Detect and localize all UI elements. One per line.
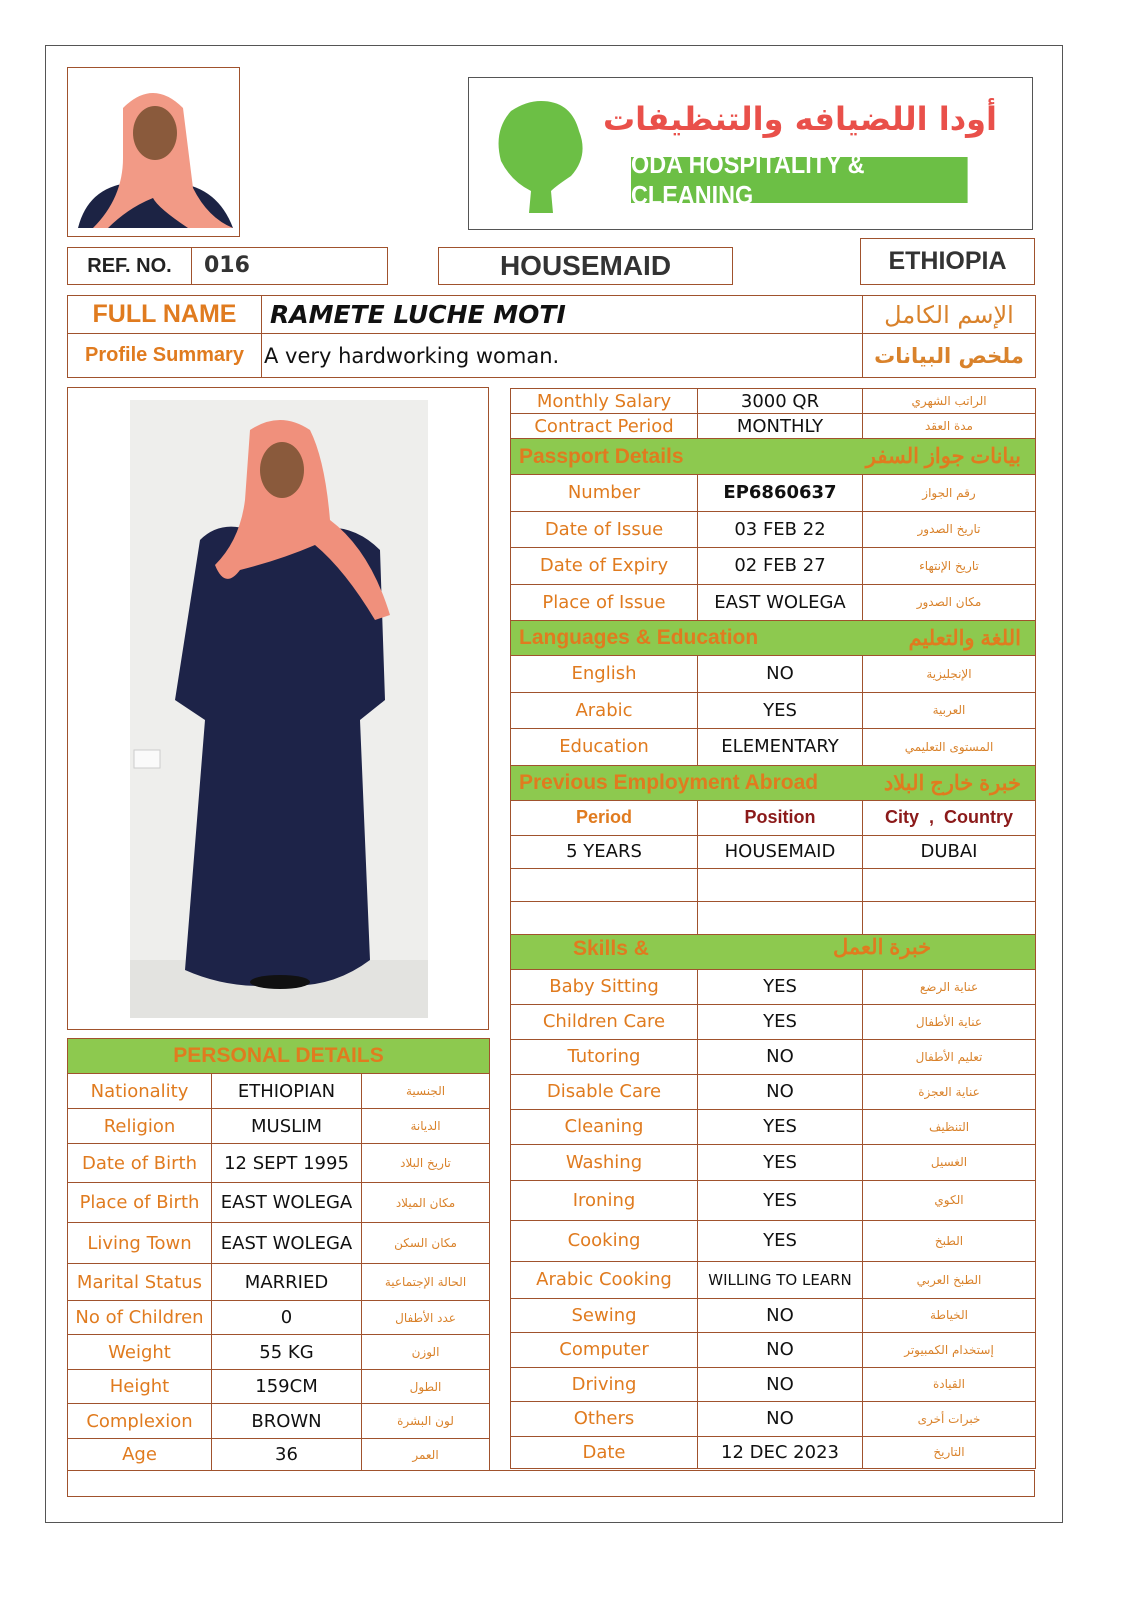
contract-row-label: Monthly Salary [511,389,698,414]
personal-row [68,1183,490,1223]
personal-row-label: Religion [68,1109,212,1144]
full-name-label: FULL NAME [68,296,262,334]
skill-row-arabic: الغسيل [863,1144,1036,1180]
personal-row-label: Weight [68,1335,212,1370]
skill-row-label: Driving [511,1367,698,1401]
personal-details-table [67,1038,490,1471]
headshot-photo [67,67,240,237]
logo-arabic: أودا اللضيافه والتنظيفات [603,100,997,138]
logo-english: ODA HOSPITALITY & CLEANING [631,157,968,203]
employment-cell [863,868,1036,901]
skill-row-label: Disable Care [511,1074,698,1109]
passport-row [511,548,1036,585]
employment-cell [511,901,698,934]
personal-row-value: EAST WOLEGA [212,1183,362,1223]
personal-row-value: 159CM [212,1370,362,1404]
language-row-value: NO [698,656,863,693]
passport-row [511,584,1036,621]
skill-row [511,1074,1036,1109]
language-row-value: ELEMENTARY [698,729,863,766]
passport-title-arabic: بيانات جواز السفر [865,445,1021,468]
language-row [511,656,1036,693]
skill-row-label: Computer [511,1332,698,1367]
personal-row-arabic: العمر [362,1439,490,1471]
full-body-photo [130,400,428,1018]
contract-row-value: 3000 QR [698,389,863,414]
languages-header [511,621,1036,656]
skill-row-arabic: إستخدام الكمبيوتر [863,1332,1036,1367]
passport-row-value: 02 FEB 27 [698,548,863,585]
skill-row-label: Date [511,1436,698,1468]
ref-label: REF. NO. [68,248,192,284]
contract-row-arabic: مدة العقد [863,414,1036,439]
skill-row-value: NO [698,1367,863,1401]
passport-row-arabic: مكان الصدور [863,584,1036,621]
personal-row-value: MUSLIM [212,1109,362,1144]
skill-row-value: YES [698,969,863,1004]
personal-row-value: 55 KG [212,1335,362,1370]
personal-row-value: BROWN [212,1404,362,1439]
employment-cell: HOUSEMAID [698,835,863,868]
contract-row-value: MONTHLY [698,414,863,439]
skill-row-value: NO [698,1401,863,1436]
personal-row [68,1370,490,1404]
personal-row-label: Nationality [68,1074,212,1109]
profile-summary-value: A very hardworking woman. [262,334,863,378]
city-country-header: City , Country [863,800,1036,835]
personal-row [68,1223,490,1264]
skill-row-value: YES [698,1004,863,1039]
personal-row [68,1335,490,1370]
ref-box [67,247,388,285]
personal-row-arabic: الوزن [362,1335,490,1370]
skill-row-arabic: القيادة [863,1367,1036,1401]
passport-row-value: EAST WOLEGA [698,584,863,621]
personal-row-arabic: تاريخ البلاد [362,1144,490,1183]
language-row [511,692,1036,729]
skill-row-value: YES [698,1109,863,1144]
personal-row-label: Date of Birth [68,1144,212,1183]
personal-row-arabic: مكان السكن [362,1223,490,1264]
personal-row-label: No of Children [68,1301,212,1335]
skill-row-value: NO [698,1074,863,1109]
personal-row-label: Age [68,1439,212,1471]
language-row-label: Arabic [511,692,698,729]
skill-row [511,1180,1036,1220]
skill-row-label: Cooking [511,1220,698,1261]
employment-cell: DUBAI [863,835,1036,868]
skill-row [511,1298,1036,1332]
employment-row [511,901,1036,934]
contract-row [511,389,1036,414]
contract-row-label: Contract Period [511,414,698,439]
passport-row-value: EP6860637 [698,475,863,512]
skill-row [511,1039,1036,1074]
position-header: Position [698,800,863,835]
personal-row-value: EAST WOLEGA [212,1223,362,1264]
skill-row-label: Ironing [511,1180,698,1220]
passport-header [511,439,1036,475]
passport-row [511,475,1036,512]
languages-title-arabic: اللغة والتعليم [908,627,1021,650]
personal-row-value: MARRIED [212,1264,362,1301]
language-row-arabic: العربية [863,692,1036,729]
skill-row [511,1436,1036,1468]
tree-icon [491,96,591,216]
country-title: ETHIOPIA [860,238,1035,285]
personal-row-label: Marital Status [68,1264,212,1301]
employment-cell [698,901,863,934]
skill-row-label: Cleaning [511,1109,698,1144]
passport-row-arabic: تاريخ الإنتهاء [863,548,1036,585]
language-row-arabic: المستوى التعليمي [863,729,1036,766]
skill-row-arabic: خبرات أخرى [863,1401,1036,1436]
personal-row-label: Living Town [68,1223,212,1264]
skill-row-label: Others [511,1401,698,1436]
skill-row [511,1261,1036,1298]
languages-title: Languages & Education [519,626,759,649]
skill-row [511,1332,1036,1367]
personal-row-value: ETHIOPIAN [212,1074,362,1109]
skill-row-label: Children Care [511,1004,698,1039]
full-name-arabic: الإسم الكامل [863,296,1036,334]
skill-row-arabic: الطبخ العربي [863,1261,1036,1298]
personal-row [68,1439,490,1471]
employment-cell [863,901,1036,934]
personal-row-value: 12 SEPT 1995 [212,1144,362,1183]
employment-cell: 5 YEARS [511,835,698,868]
skill-row-arabic: التنظيف [863,1109,1036,1144]
personal-row-value: 36 [212,1439,362,1471]
skill-row-arabic: الطبخ [863,1220,1036,1261]
language-row-arabic: الإنجليزية [863,656,1036,693]
personal-row-arabic: لون البشرة [362,1404,490,1439]
passport-row-label: Date of Issue [511,511,698,548]
employment-cell [511,868,698,901]
skill-row-arabic: عناية الأطفال [863,1004,1036,1039]
full-body-photo-frame [67,387,489,1030]
personal-row [68,1264,490,1301]
skill-row-arabic: التاريخ [863,1436,1036,1468]
skill-row-value: NO [698,1332,863,1367]
personal-row-arabic: الطول [362,1370,490,1404]
contract-row-arabic: الراتب الشهري [863,389,1036,414]
skill-row-arabic: عناية الرضع [863,969,1036,1004]
name-table [67,295,1036,378]
personal-row [68,1301,490,1335]
skill-row-arabic: عناية العجزة [863,1074,1036,1109]
skill-row [511,1401,1036,1436]
skill-row-value: YES [698,1144,863,1180]
skill-row-arabic: الخياطة [863,1298,1036,1332]
skill-row [511,1144,1036,1180]
personal-row [68,1404,490,1439]
skill-row-label: Sewing [511,1298,698,1332]
employment-row [511,835,1036,868]
personal-row-value: 0 [212,1301,362,1335]
skill-row [511,969,1036,1004]
personal-row [68,1144,490,1183]
personal-details-title: PERSONAL DETAILS [68,1039,490,1074]
employment-headers [511,800,1036,835]
skill-row-arabic: الكوي [863,1180,1036,1220]
language-row-label: Education [511,729,698,766]
contract-row [511,414,1036,439]
personal-row-arabic: عدد الأطفال [362,1301,490,1335]
skill-row [511,1367,1036,1401]
skill-row-label: Baby Sitting [511,969,698,1004]
personal-row-arabic: الحالة الإجتماعية [362,1264,490,1301]
skill-row [511,1004,1036,1039]
skills-title: Skills & [573,936,649,960]
employment-header [511,765,1036,800]
period-header: Period [511,800,698,835]
language-row [511,729,1036,766]
employment-cell [698,868,863,901]
language-row-label: English [511,656,698,693]
company-logo [468,77,1033,230]
passport-row [511,511,1036,548]
passport-row-value: 03 FEB 22 [698,511,863,548]
full-name-value: RAMETE LUCHE MOTI [262,296,863,334]
skills-header [511,934,1036,969]
skill-row-value: NO [698,1298,863,1332]
personal-row-arabic: الديانة [362,1109,490,1144]
passport-row-label: Date of Expiry [511,548,698,585]
skill-row-value: NO [698,1039,863,1074]
employment-title: Previous Employment Abroad [519,770,819,794]
employment-title-arabic: خبرة خارج البلاد [883,771,1021,795]
language-row-value: YES [698,692,863,729]
skill-row-arabic: تعليم الأطفال [863,1039,1036,1074]
skill-row-value: YES [698,1180,863,1220]
passport-row-arabic: رقم الجواز [863,475,1036,512]
footer-strip [67,1470,1035,1497]
skills-title-arabic: خبرة العمل [833,935,932,959]
personal-row-label: Complexion [68,1404,212,1439]
passport-title: Passport Details [519,444,684,468]
passport-row-arabic: تاريخ الصدور [863,511,1036,548]
profile-summary-arabic: ملخص البيانات [863,334,1036,378]
personal-row-label: Place of Birth [68,1183,212,1223]
employment-row [511,868,1036,901]
personal-row-arabic: الجنسية [362,1074,490,1109]
personal-row-label: Height [68,1370,212,1404]
skill-row-label: Arabic Cooking [511,1261,698,1298]
skill-row [511,1109,1036,1144]
skill-row-label: Washing [511,1144,698,1180]
passport-row-label: Number [511,475,698,512]
skill-row-value: WILLING TO LEARN [698,1261,863,1298]
personal-row [68,1074,490,1109]
personal-row [68,1109,490,1144]
profile-summary-label: Profile Summary [68,334,262,378]
position-title: HOUSEMAID [438,247,733,285]
passport-row-label: Place of Issue [511,584,698,621]
personal-row-arabic: مكان الميلاد [362,1183,490,1223]
skill-row [511,1220,1036,1261]
ref-value: 016 [204,253,250,278]
skill-row-label: Tutoring [511,1039,698,1074]
details-table [510,388,1036,1469]
skill-row-value: 12 DEC 2023 [698,1436,863,1468]
skill-row-value: YES [698,1220,863,1261]
